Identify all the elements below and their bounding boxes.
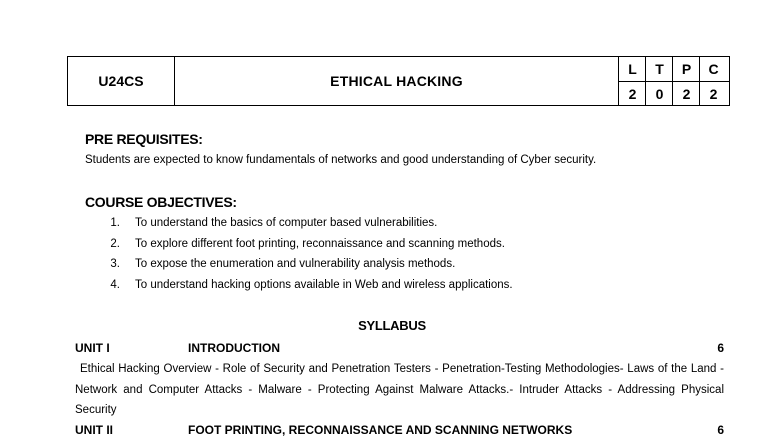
course-title: ETHICAL HACKING	[330, 73, 463, 89]
ltpc-value-t: 0	[655, 86, 664, 102]
ltpc-value-l: 2	[628, 86, 637, 102]
list-item	[106, 217, 706, 238]
unit-2-title: FOOT PRINTING, RECONNAISSANCE AND SCANNING NETWORKS	[188, 423, 573, 437]
list-item-text: To explore different foot printing, reconnaissance and scanning methods.	[135, 237, 505, 250]
list-item	[106, 258, 706, 279]
list-item-text: To understand the basics of computer based vulnerabilities.	[135, 217, 438, 229]
unit-1-content: Ethical Hacking Overview - Role of Security and Penetration Testers - Penetration-Testing Methodologies- Laws of the Land - Network and Computer Attacks - Malware - Protecting Against Malware Attacks.- Intruder Attacks - Addressing Physical Security	[75, 363, 724, 416]
ltpc-value-c: 2	[709, 86, 718, 102]
list-item	[106, 238, 706, 259]
syllabus-heading: SYLLABUS	[358, 318, 426, 333]
list-item-number: 4.	[110, 278, 120, 291]
list-item-number: 2.	[110, 237, 120, 250]
ltpc-header-c: C	[708, 61, 719, 77]
course-header-table	[67, 56, 730, 106]
unit-1-label: UNIT I	[75, 341, 110, 355]
unit-2-hours: 6	[717, 423, 724, 437]
unit-1-hours: 6	[717, 341, 724, 355]
unit-1-title: INTRODUCTION	[188, 341, 280, 355]
list-item-number: 1.	[110, 217, 120, 229]
list-item-number: 3.	[110, 258, 120, 270]
course-code: U24CS	[98, 73, 144, 89]
list-item	[106, 279, 706, 300]
prerequisites-text: Students are expected to know fundamentals of networks and good understanding of Cyber security.	[85, 154, 597, 166]
objectives-list	[106, 217, 706, 299]
objectives-heading: COURSE OBJECTIVES:	[85, 194, 237, 210]
ltpc-value-p: 2	[682, 86, 691, 102]
ltpc-header-p: P	[681, 61, 692, 77]
unit-2-label: UNIT II	[75, 423, 113, 437]
ltpc-header-t: T	[655, 61, 664, 77]
ltpc-header-l: L	[628, 61, 637, 77]
list-item-text: To expose the enumeration and vulnerability analysis methods.	[135, 258, 456, 270]
list-item-text: To understand hacking options available in Web and wireless applications.	[135, 278, 513, 291]
prerequisites-heading: PRE REQUISITES:	[85, 131, 203, 147]
